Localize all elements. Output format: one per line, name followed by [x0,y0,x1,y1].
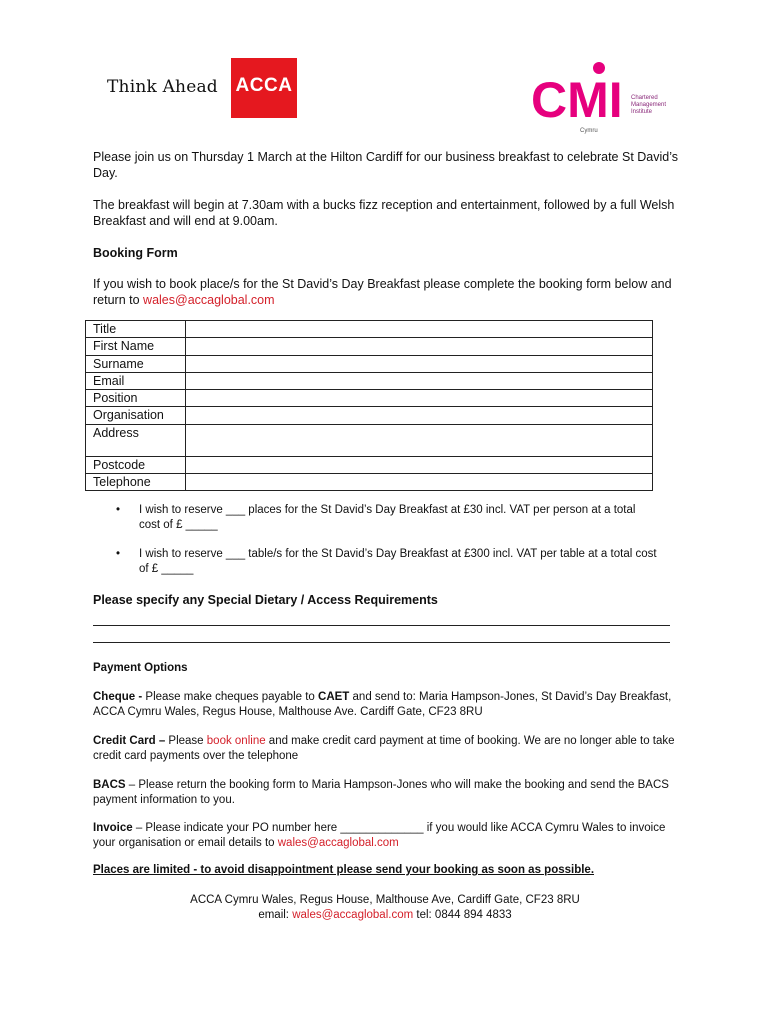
reservation-places-text: I wish to reserve ___ places for the St David’s Day Breakfast at £30 incl. VAT per person at a total cost of £ _____ [139,504,636,531]
cmi-subtitle [631,95,666,116]
acca-logo-box [231,58,297,118]
email-input[interactable] [186,372,653,389]
booking-email-link[interactable]: wales@accaglobal.com [143,292,275,307]
form-label-surname: Surname [86,355,186,372]
cmi-sub-line: Institute [631,109,653,115]
cmi-logo-text: CMI [531,72,623,123]
card-text-b: and make credit card payment at time of booking. We are no longer able to take credit card payments over the telephone [93,735,675,762]
think-ahead-tagline: Think Ahead [107,77,218,97]
cheque-text-a: Please make cheques payable to [142,691,319,703]
payment-heading: Payment Options [93,662,188,674]
form-row-postcode [86,456,653,473]
payment-cheque [93,690,683,720]
cheque-label: Cheque - [93,691,143,703]
card-label: Credit Card – [93,735,166,747]
footer-email-link[interactable]: wales@accaglobal.com [292,909,414,921]
title-input[interactable] [186,321,653,338]
footer-tel: tel: 0844 894 4833 [413,909,512,921]
form-row-email [86,372,653,389]
intro-paragraph-1: Please join us on Thursday 1 March at the Hilton Cardiff for our business breakfast to celebrate St David’s Day. [93,150,679,180]
form-label-organisation: Organisation [86,407,186,424]
position-input[interactable] [186,390,653,407]
organisation-input[interactable] [186,407,653,424]
form-label-title: Title [86,321,186,338]
bacs-text: – Please return the booking form to Maria Hampson-Jones who will make the booking and send the BACS payment information to you. [93,779,669,806]
booking-instructions [93,277,683,308]
payment-invoice [93,821,683,851]
places-limited-notice: Places are limited - to avoid disappointment please send your booking as soon as possible. [93,864,595,876]
form-label-address: Address [86,424,186,456]
first-name-input[interactable] [186,338,653,355]
form-row-position [86,390,653,407]
cmi-logo [531,61,691,136]
form-row-organisation [86,407,653,424]
invoice-label: Invoice [93,822,133,834]
footer-email-label: email: [258,909,293,921]
address-input[interactable] [186,424,653,456]
card-text-a: Please [165,735,207,747]
form-label-postcode: Postcode [86,456,186,473]
form-row-address [86,424,653,456]
book-online-link[interactable]: book online [206,735,266,747]
cmi-sub-line: Chartered [631,95,658,101]
cheque-payee: CAET [318,691,350,703]
form-row-surname [86,355,653,372]
telephone-input[interactable] [186,474,653,491]
booking-heading: Booking Form [93,246,178,260]
cmi-sub-line: Management [631,102,667,108]
bullet-icon: • [116,504,121,516]
acca-logo-text: ACCA [235,75,293,96]
dietary-heading: Please specify any Special Dietary / Access Requirements [93,593,438,607]
form-row-first-name [86,338,653,355]
bacs-label: BACS [93,779,126,791]
footer-contact [93,908,677,923]
form-row-telephone [86,474,653,491]
reservation-tables-text: I wish to reserve ___ table/s for the St David’s Day Breakfast at £300 incl. VAT per table at a total cost of £ _____ [139,548,657,575]
form-label-position: Position [86,390,186,407]
intro-paragraph-2: The breakfast will begin at 7.30am with a bucks fizz reception and entertainment, followed by a full Welsh Breakfast and will end at 9.00am. [93,198,675,228]
cmi-logo-mark [531,61,631,123]
form-row-title [86,321,653,338]
invoice-email-link[interactable]: wales@accaglobal.com [277,836,399,849]
footer-address: ACCA Cymru Wales, Regus House, Malthouse Ave, Cardiff Gate, CF23 8RU [190,894,580,906]
booking-form-table [85,320,653,491]
form-label-email: Email [86,372,186,389]
cmi-cymru: Cymru [580,128,598,134]
dietary-line-2[interactable] [93,642,670,643]
payment-bacs [93,778,683,808]
form-label-telephone: Telephone [86,474,186,491]
postcode-input[interactable] [186,456,653,473]
acca-logo [107,58,297,118]
invoice-text: – Please indicate your PO number here _____________ if you would like ACCA Cymru Wales to invoice your organisation or email details to [93,822,666,849]
form-label-first-name: First Name [86,338,186,355]
surname-input[interactable] [186,355,653,372]
cheque-text-b: and send to: Maria Hampson-Jones, St David’s Day Breakfast, ACCA Cymru Wales, Regus House, Malthouse Ave. Cardiff Gate, CF23 8RU [93,691,672,718]
bullet-icon: • [116,548,121,560]
dietary-line-1[interactable] [93,625,670,626]
booking-instructions-text: If you wish to book place/s for the St David’s Day Breakfast please complete the booking form below and return to [93,277,672,307]
payment-credit-card [93,734,683,764]
